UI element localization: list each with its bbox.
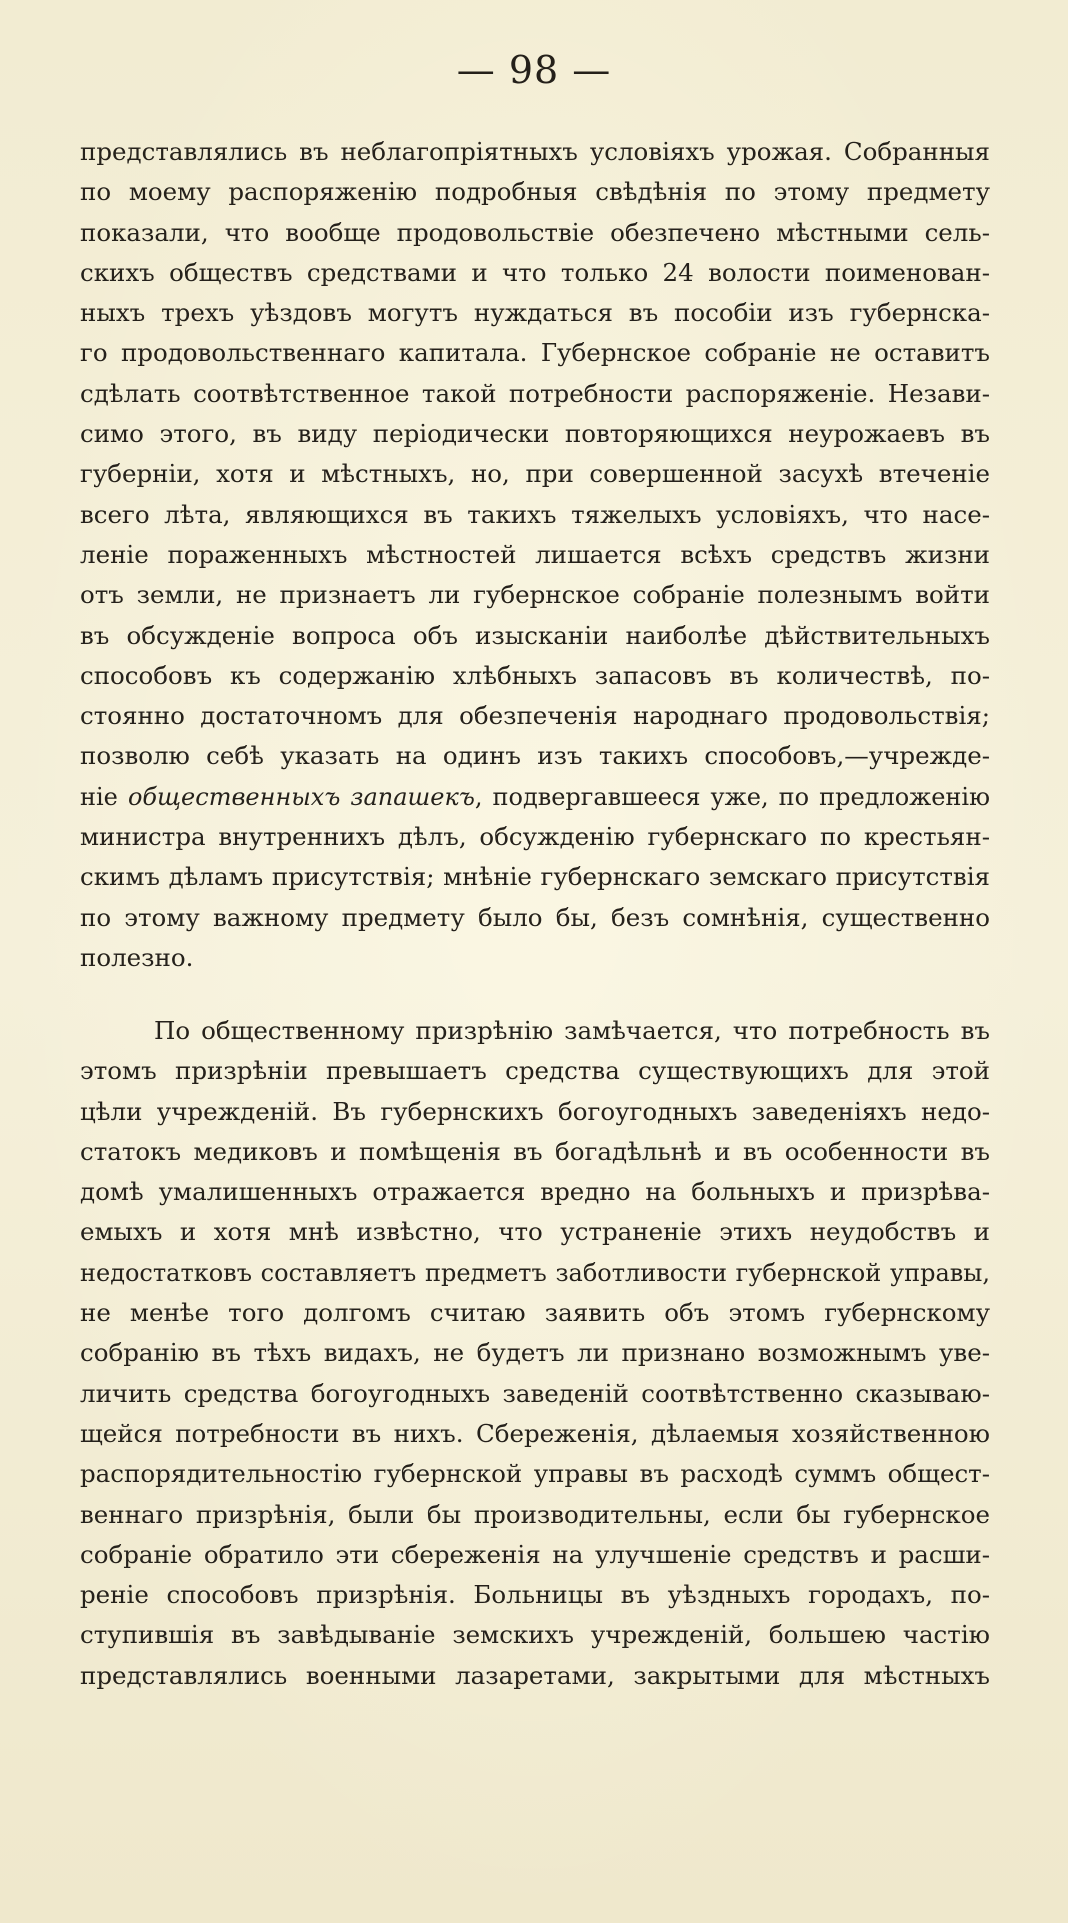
page-number: — 98 — bbox=[456, 48, 612, 92]
text-line: веннаго призрѣнія, были бы производительны, если бы губернское bbox=[80, 1499, 990, 1529]
text-line: по этому важному предмету было бы, безъ сомнѣнія, существенно bbox=[80, 902, 990, 932]
text-line: недостатковъ составляетъ предметъ заботливости губернской управы, bbox=[80, 1258, 990, 1287]
text-line: емыхъ и хотя мнѣ извѣстно, что устраненіе этихъ неудобствъ и bbox=[80, 1217, 990, 1247]
text-line: министра внутреннихъ дѣлъ, обсужденію губернскаго по крестьян- bbox=[80, 822, 990, 852]
text-line: въ обсужденіе вопроса объ изысканіи наиболѣе дѣйствительныхъ bbox=[80, 620, 990, 650]
text-line: ступившія въ завѣдываніе земскихъ учрежденій, большею частію bbox=[80, 1620, 990, 1650]
text-line: полезно. bbox=[80, 942, 194, 972]
line-segment: ніе bbox=[80, 782, 128, 811]
text-line: реніе способовъ призрѣнія. Больницы въ уѣздныхъ городахъ, по- bbox=[80, 1580, 990, 1610]
text-line: скихъ обществъ средствами и что только 24 волости поименован- bbox=[80, 257, 990, 287]
italic-term: общественныхъ запашекъ bbox=[127, 782, 475, 811]
text-line: показали, что вообще продовольствіе обезпечено мѣстными сель- bbox=[80, 217, 990, 247]
text-line: всего лѣта, являющихся въ такихъ тяжелыхъ условіяхъ, что насе- bbox=[80, 499, 990, 529]
text-line: представлялись военными лазаретами, закрытыми для мѣстныхъ bbox=[80, 1660, 990, 1690]
text-line: По общественному призрѣнію замѣчается, что потребность въ bbox=[154, 1016, 990, 1045]
text-line: щейся потребности въ нихъ. Сбереженія, дѣлаемыя хозяйственною bbox=[80, 1418, 990, 1448]
text-line-with-italic bbox=[80, 777, 990, 817]
text-line: скимъ дѣламъ присутствія; мнѣніе губернскаго земскаго присутствія bbox=[80, 862, 990, 892]
text-line: способовъ къ содержанію хлѣбныхъ запасовъ въ количествѣ, по- bbox=[80, 660, 990, 690]
text-line: собранію въ тѣхъ видахъ, не будетъ ли признано возможнымъ уве- bbox=[80, 1338, 990, 1368]
text-line: домѣ умалишенныхъ отражается вредно на больныхъ и призрѣва- bbox=[80, 1177, 990, 1207]
text-line: ныхъ трехъ уѣздовъ могутъ нуждаться въ пособіи изъ губернска- bbox=[80, 298, 990, 328]
paragraph-2 bbox=[80, 1011, 990, 1696]
paragraph-1 bbox=[80, 132, 990, 978]
text-line: не менѣе того долгомъ считаю заявить объ этомъ губернскому bbox=[80, 1298, 990, 1328]
line-segment: , подвергавшееся уже, по предложенію bbox=[474, 782, 990, 811]
text-line: позволю себѣ указать на одинъ изъ такихъ способовъ,—учрежде- bbox=[80, 741, 990, 771]
text-line: статокъ медиковъ и помѣщенія въ богадѣльнѣ и въ особенности въ bbox=[80, 1136, 990, 1166]
text-line: отъ земли, не признаетъ ли губернское собраніе полезнымъ войти bbox=[80, 580, 990, 610]
text-line: этомъ призрѣніи превышаетъ средства существующихъ для этой bbox=[80, 1056, 990, 1086]
text-line: по моему распоряженію подробныя свѣдѣнія по этому предмету bbox=[80, 177, 990, 207]
text-line: стоянно достаточномъ для обезпеченія народнаго продовольствія; bbox=[80, 701, 990, 731]
text-line: представлялись въ неблагопріятныхъ условіяхъ урожая. Собранныя bbox=[80, 137, 990, 166]
text-line: личить средства богоугодныхъ заведеній соотвѣтственно сказываю- bbox=[80, 1378, 990, 1408]
text-line: го продовольственнаго капитала. Губернское собраніе не оставитъ bbox=[80, 338, 990, 368]
text-line: цѣли учрежденій. Въ губернскихъ богоугодныхъ заведеніяхъ недо- bbox=[80, 1096, 990, 1126]
text-line: губерніи, хотя и мѣстныхъ, но, при совершенной засухѣ втеченіе bbox=[80, 459, 990, 489]
text-line: сдѣлать соотвѣтственное такой потребности распоряженіе. Незави- bbox=[80, 378, 990, 408]
text-line: собраніе обратило эти сбереженія на улучшеніе средствъ и расши- bbox=[80, 1539, 990, 1569]
text-line: симо этого, въ виду періодически повторяющихся неурожаевъ въ bbox=[80, 419, 990, 449]
text-line: распорядительностію губернской управы въ расходѣ суммъ общест- bbox=[80, 1459, 990, 1489]
text-line: леніе пораженныхъ мѣстностей лишается всѣхъ средствъ жизни bbox=[80, 539, 990, 569]
